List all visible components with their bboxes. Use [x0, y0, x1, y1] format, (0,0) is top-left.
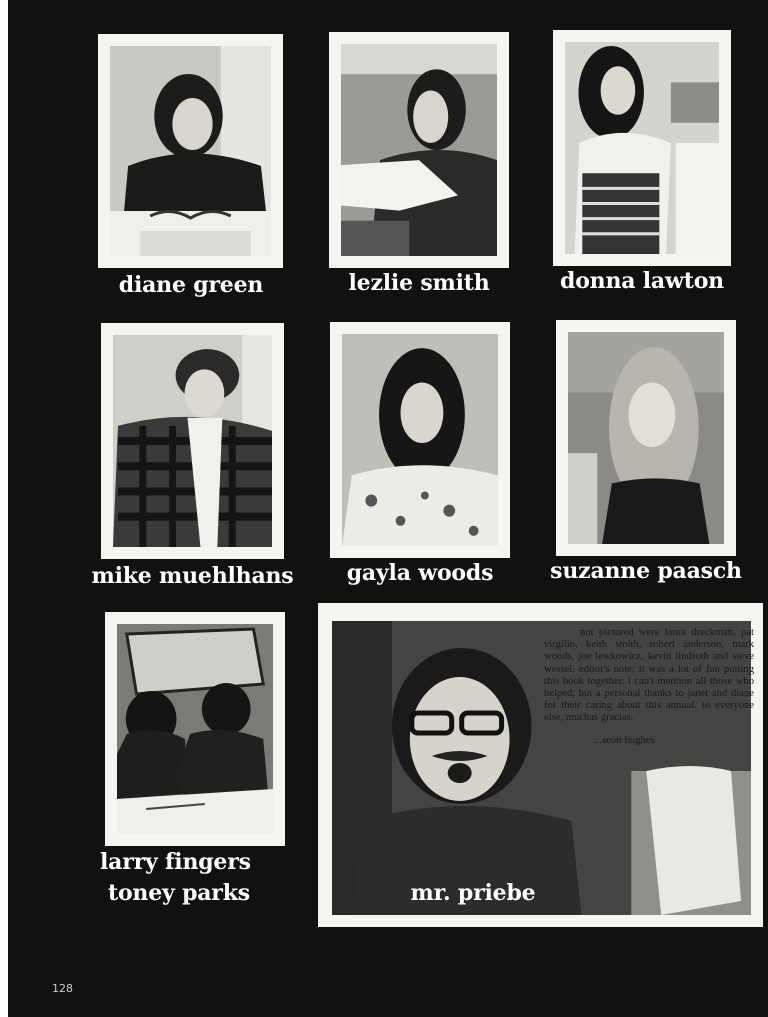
photo-lezlie-smith: [329, 32, 509, 268]
photo-larry-fingers-toney-parks: [105, 612, 285, 846]
editors-note-text: not pictured were laura dreckman, pat virgilio, keith smith, robert anderson, mark woods, joe lewkowicz, kevin lindroth and steve wessel. editor's note: it was a lot of fun putting this book together. i can't mention all those who helped, but a personal thanks to janet and diane for their caring about this annual. to everyone else, muchas gracias.: [544, 627, 754, 724]
student-name: mike muehlhans: [91, 563, 294, 589]
photo-gayla-woods: [330, 322, 510, 558]
student-name: donna lawton: [560, 268, 724, 294]
editors-note: [544, 627, 754, 725]
photo-diane-green: [98, 34, 283, 268]
pair-caption-line1: larry fingers: [100, 849, 251, 875]
student-name: lezlie smith: [348, 270, 490, 296]
student-name: suzanne paasch: [550, 558, 742, 584]
page-number: 128: [52, 982, 73, 995]
pair-caption-line2: toney parks: [108, 880, 250, 906]
advisor-caption: mr. priebe: [410, 880, 536, 906]
photo-mike-muehlhans: [101, 323, 284, 559]
yearbook-page: [8, 0, 768, 1017]
photo-donna-lawton: [553, 30, 731, 266]
student-name: gayla woods: [346, 560, 494, 586]
photo-suzanne-paasch: [556, 320, 736, 556]
editors-signature: ...scott hughes: [594, 735, 655, 746]
student-name: diane green: [118, 272, 264, 298]
